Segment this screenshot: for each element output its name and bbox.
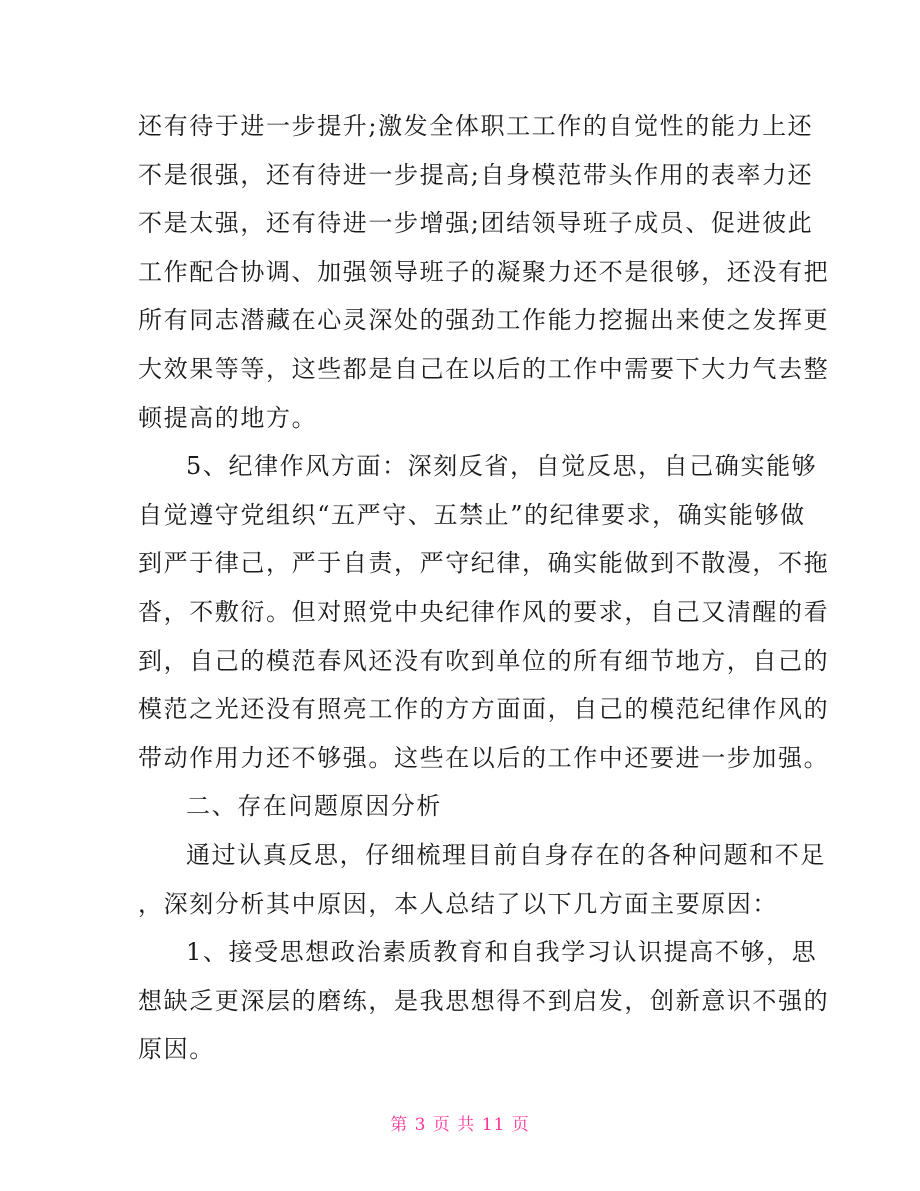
text-line: 工作配合协调、加强领导班子的凝聚力还不是很够，还没有把 (138, 257, 830, 286)
text-line: 模范之光还没有照亮工作的方方面面，自己的模范纪律作风的 (138, 695, 830, 724)
text-line: 顿提高的地方。 (138, 403, 318, 432)
text-line: 想缺乏更深层的磨练，是我思想得不到启发，创新意识不强的 (138, 986, 830, 1015)
text-line: 到严于律己，严于自责，严守纪律，确实能做到不散漫，不拖 (138, 549, 830, 578)
page-number-footer: 第 3 页 共 11 页 (390, 1115, 530, 1135)
text-line: 带动作用力还不够强。这些在以后的工作中还要进一步加强。 (138, 743, 830, 772)
text-line: 5、纪律作风方面：深刻反省，自觉反思，自己确实能够 (186, 452, 818, 481)
text-line: 二、存在问题原因分析 (186, 792, 442, 821)
text-line: 沓，不敷衍。但对照党中央纪律作风的要求，自己又清醒的看 (138, 597, 830, 626)
text-line: 自觉遵守党组织“五严守、五禁止”的纪律要求，确实能够做 (138, 500, 806, 529)
text-line: 不是太强，还有待进一步增强;团结领导班子成员、促进彼此 (138, 209, 814, 238)
text-line: 所有同志潜藏在心灵深处的强劲工作能力挖掘出来使之发挥更 (138, 306, 830, 335)
text-line: 还有待于进一步提升;激发全体职工工作的自觉性的能力上还 (138, 112, 814, 140)
text-line: 到，自己的模范春风还没有吹到单位的所有细节地方，自己的 (138, 646, 830, 675)
document-body (138, 102, 830, 1074)
text-line: 不是很强，还有待进一步提高;自身模范带头作用的表率力还 (138, 160, 814, 189)
text-line: 1、接受思想政治素质教育和自我学习认识提高不够，思 (186, 938, 818, 967)
text-line: ，深刻分析其中原因，本人总结了以下几方面主要原因： (138, 889, 778, 918)
text-line: 原因。 (138, 1035, 215, 1064)
text-line: 大效果等等，这些都是自己在以后的工作中需要下大力气去整 (138, 354, 830, 383)
text-line: 通过认真反思，仔细梳理目前自身存在的各种问题和不足 (186, 840, 826, 869)
